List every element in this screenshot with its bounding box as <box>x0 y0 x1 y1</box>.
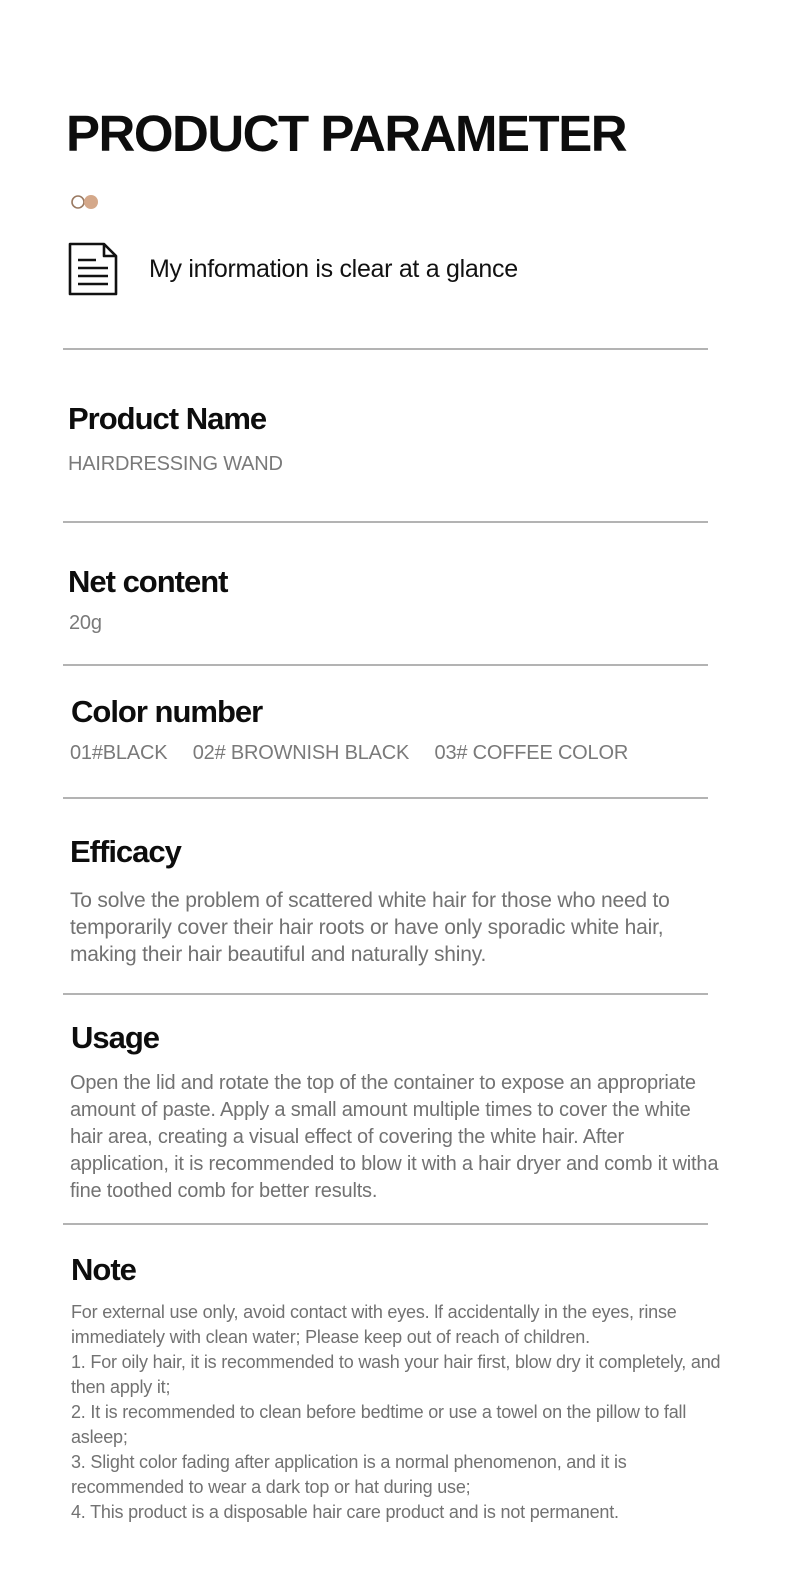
color-option: 03# COFFEE COLOR <box>434 742 629 764</box>
color-number-list <box>70 742 648 765</box>
note-list <box>71 1300 721 1525</box>
note-line: 4. This product is a disposable hair care product and is not permanent. <box>71 1502 619 1522</box>
efficacy-heading: Efficacy <box>70 834 181 869</box>
divider <box>63 1223 708 1225</box>
document-icon <box>66 240 120 298</box>
page-title: PRODUCT PARAMETER <box>66 105 627 162</box>
product-name-heading: Product Name <box>68 401 267 436</box>
efficacy-text: To solve the problem of scattered white hair for those who need to temporarily cover their hair roots or have only sporadic white hair, making their hair beautiful and naturally shiny. <box>70 889 670 966</box>
divider <box>63 797 708 799</box>
net-content-value: 20g <box>69 612 102 634</box>
divider <box>63 993 708 995</box>
tagline: My information is clear at a glance <box>149 255 518 283</box>
net-content-heading: Net content <box>68 564 228 599</box>
note-line: 3. Slight color fading after application is a normal phenomenon, and it is recommended to wear a dark top or hat during use; <box>71 1452 627 1497</box>
decorative-dots-icon <box>70 194 102 210</box>
color-option: 02# BROWNISH BLACK <box>192 742 410 764</box>
divider <box>63 664 708 666</box>
note-heading: Note <box>71 1252 136 1287</box>
note-line: 2. It is recommended to clean before bedtime or use a towel on the pillow to fall asleep; <box>71 1402 687 1447</box>
usage-text: Open the lid and rotate the top of the container to expose an appropriate amount of paste. Apply a small amount multiple times to cover the white hair area, creating a visual effect of covering the white hair. After application, it is recommended to blow it with a hair dryer and comb it witha fine toothed comb for better results. <box>70 1072 719 1202</box>
color-number-heading: Color number <box>71 694 263 729</box>
note-line: For external use only, avoid contact with eyes. lf accidentally in the eyes, rinse immediately with clean water; Please keep out of reach of children. <box>71 1302 677 1347</box>
usage-heading: Usage <box>71 1020 160 1055</box>
note-line: 1. For oily hair, it is recommended to wash your hair first, blow dry it completely, and then apply it; <box>71 1352 721 1397</box>
divider <box>63 348 708 350</box>
color-option: 01#BLACK <box>70 742 168 764</box>
divider <box>63 521 708 523</box>
product-name-value: HAIRDRESSING WAND <box>68 453 283 475</box>
